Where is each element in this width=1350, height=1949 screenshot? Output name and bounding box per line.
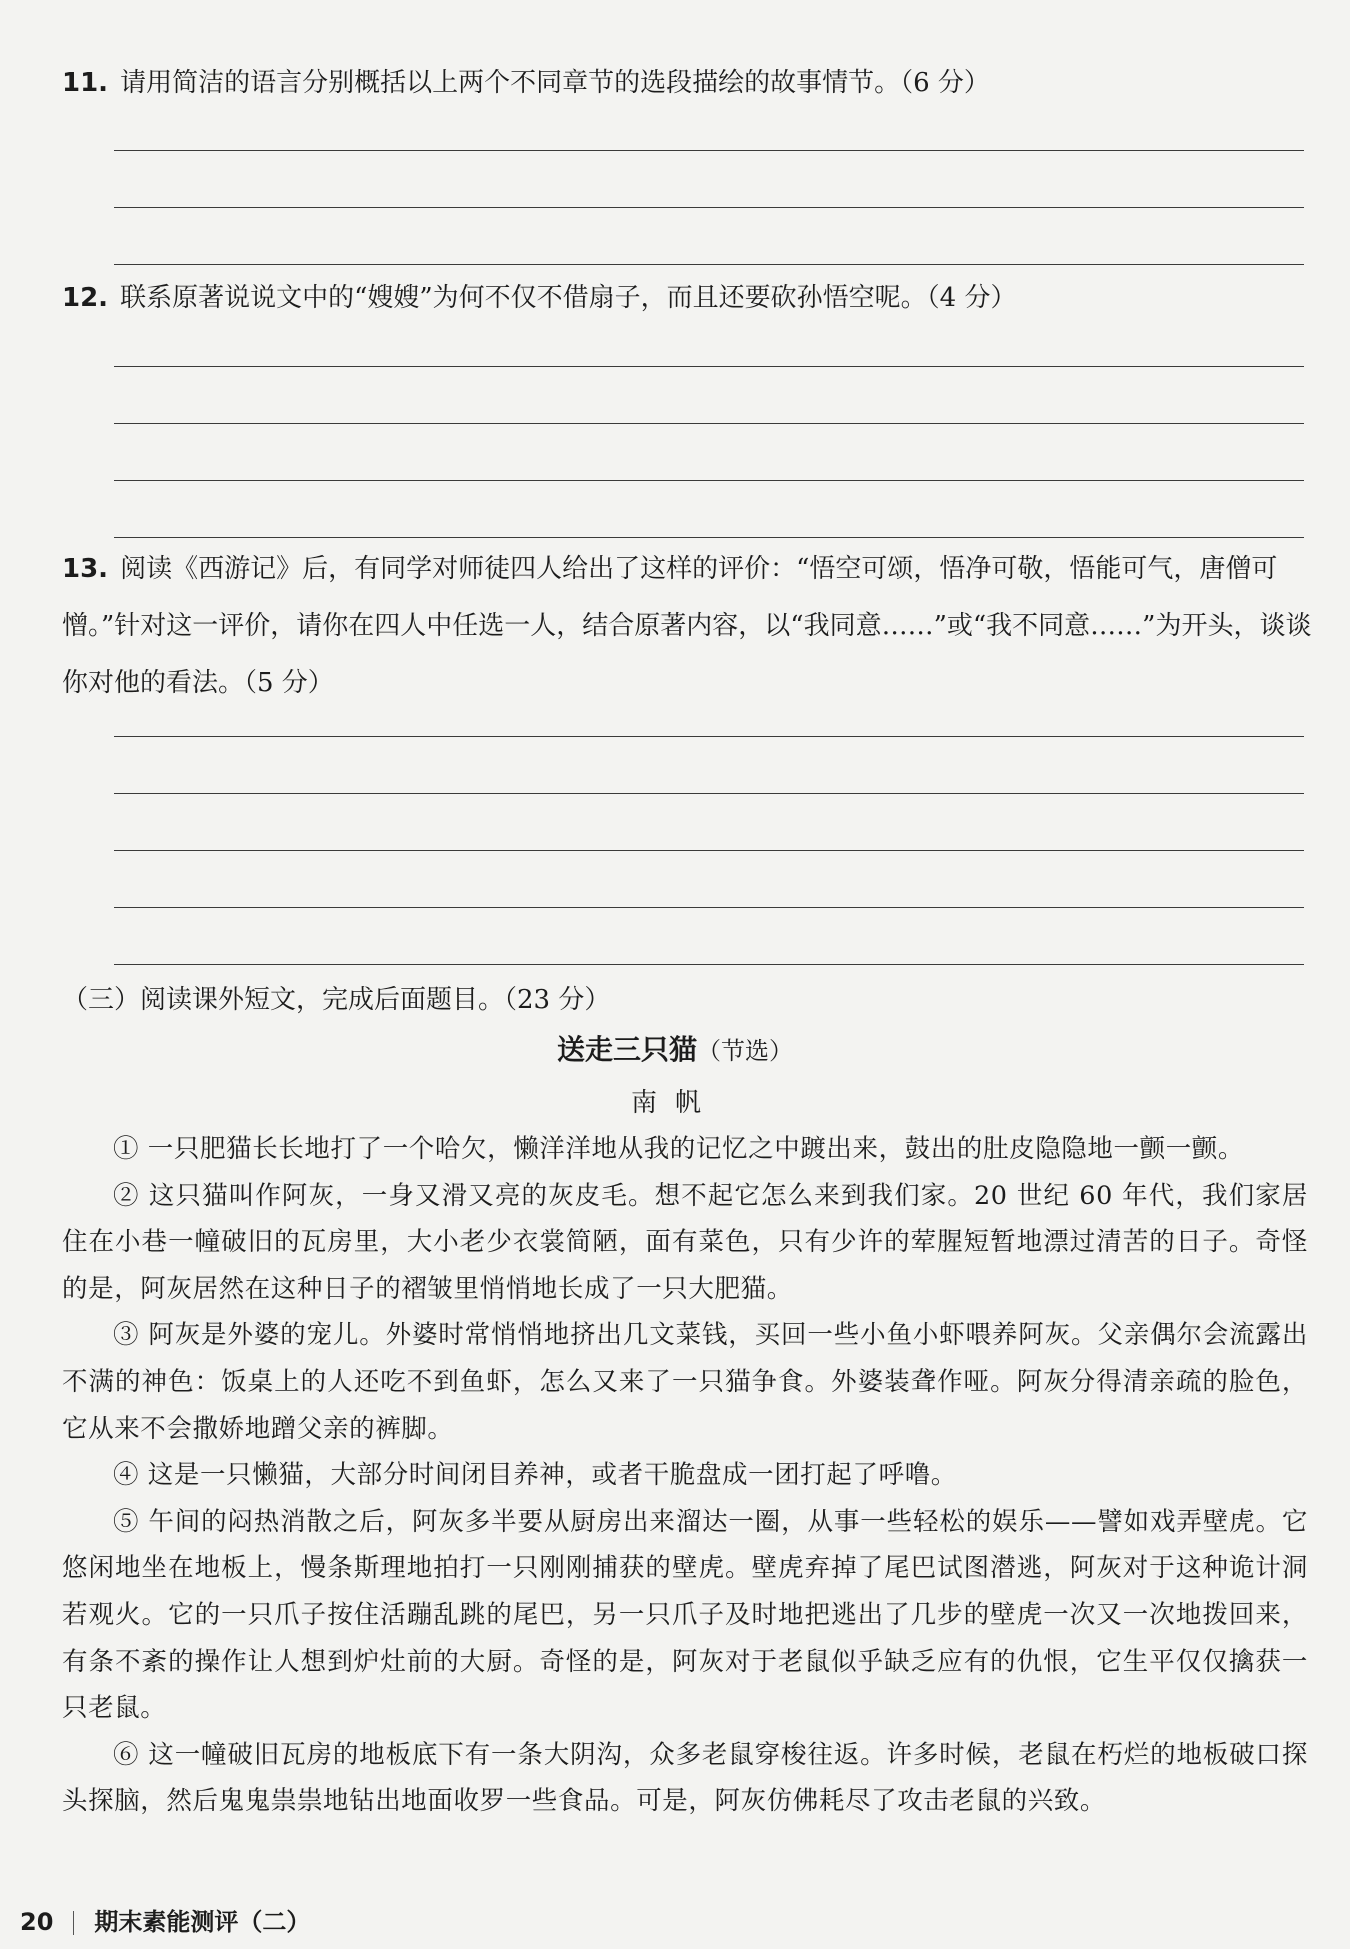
- paragraph-5: ⑤ 午间的闷热消散之后，阿灰多半要从厨房出来溜达一圈，从事一些轻松的娱乐——譬如戏弄壁虎。它悠闲地坐在地板上，慢条斯理地拍打一只刚刚捕获的壁虎。壁虎弃掉了尾巴试图潜逃，阿灰对于这种诡计洞若观火。它的一只爪子按住活蹦乱跳的尾巴，另一只爪子及时地把逃出了几步的壁虎一次又一次地拨回来，有条不紊的操作让人想到炉灶前的大厨。奇怪的是，阿灰对于老鼠似乎缺乏应有的仇恨，它生平仅仅擒获一只老鼠。: [62, 1506, 1308, 1724]
- answer-line[interactable]: [114, 850, 1304, 851]
- article-title: [0, 1028, 1350, 1068]
- article-title-text: 送走三只猫: [556, 1033, 697, 1066]
- paragraph-2: ② 这只猫叫作阿灰，一身又滑又亮的灰皮毛。想不起它怎么来到我们家。20 世纪 60 年代，我们家居住在小巷一幢破旧的瓦房里，大小老少衣裳简陋，面有菜色，只有少许的荤腥短暂地漂过清苦的日子。奇怪的是，阿灰居然在这种日子的褶皱里悄悄地长成了一只大肥猫。: [62, 1180, 1308, 1304]
- question-12: [62, 270, 1312, 327]
- answer-line[interactable]: [114, 366, 1304, 367]
- answer-line[interactable]: [114, 964, 1304, 965]
- paragraph-6: ⑥ 这一幢破旧瓦房的地板底下有一条大阴沟，众多老鼠穿梭往返。许多时候，老鼠在朽烂的地板破口探头探脑，然后鬼鬼祟祟地钻出地面收罗一些食品。可是，阿灰仿佛耗尽了攻击老鼠的兴致。: [62, 1739, 1308, 1817]
- footer-divider: [73, 1911, 74, 1935]
- paragraph-3: ③ 阿灰是外婆的宠儿。外婆时常悄悄地挤出几文菜钱，买回一些小鱼小虾喂养阿灰。父亲偶尔会流露出不满的神色：饭桌上的人还吃不到鱼虾，怎么又来了一只猫争食。外婆装聋作哑。阿灰分得清亲疏的脸色，它从来不会撒娇地蹭父亲的裤脚。: [62, 1320, 1308, 1444]
- question-number: 12.: [62, 283, 109, 313]
- answer-line[interactable]: [114, 150, 1304, 151]
- section-heading: （三）阅读课外短文，完成后面题目。（23 分）: [62, 985, 611, 1015]
- question-13: [62, 541, 1312, 712]
- answer-line[interactable]: [114, 264, 1304, 265]
- question-11: [62, 55, 1312, 112]
- answer-line[interactable]: [114, 480, 1304, 481]
- article-body: [62, 1126, 1308, 1825]
- answer-line[interactable]: [114, 207, 1304, 208]
- answer-line[interactable]: [114, 907, 1304, 908]
- paragraph-1: ① 一只肥猫长长地打了一个哈欠，懒洋洋地从我的记忆之中踱出来，鼓出的肚皮隐隐地一颤一颤。: [113, 1134, 1245, 1164]
- answer-line[interactable]: [114, 793, 1304, 794]
- answer-line[interactable]: [114, 423, 1304, 424]
- article-author: 南帆: [630, 1088, 719, 1118]
- question-number: 13.: [62, 554, 109, 584]
- paragraph-4: ④ 这是一只懒猫，大部分时间闭目养神，或者干脆盘成一团打起了呼噜。: [113, 1460, 957, 1491]
- question-text: 联系原著说说文中的“嫂嫂”为何不仅不借扇子，而且还要砍孙悟空呢。（4 分）: [120, 283, 1017, 313]
- answer-line[interactable]: [114, 537, 1304, 538]
- page-footer: [20, 1902, 310, 1937]
- question-text: 阅读《西游记》后，有同学对师徒四人给出了这样的评价：“悟空可颂，悟净可敬，悟能可气，唐僧可憎。”针对这一评价，请你在四人中任选一人，结合原著内容，以“我同意……”或“我不同意……”为开头，谈谈你对他的看法。（5 分）: [62, 554, 1312, 698]
- answer-line[interactable]: [114, 736, 1304, 737]
- question-number: 11.: [62, 68, 109, 98]
- question-text: 请用简洁的语言分别概括以上两个不同章节的选段描绘的故事情节。（6 分）: [120, 68, 990, 98]
- book-title: 期末素能测评（二）: [94, 1908, 311, 1936]
- page-number: 20: [20, 1908, 54, 1936]
- article-title-note: （节选）: [697, 1037, 793, 1065]
